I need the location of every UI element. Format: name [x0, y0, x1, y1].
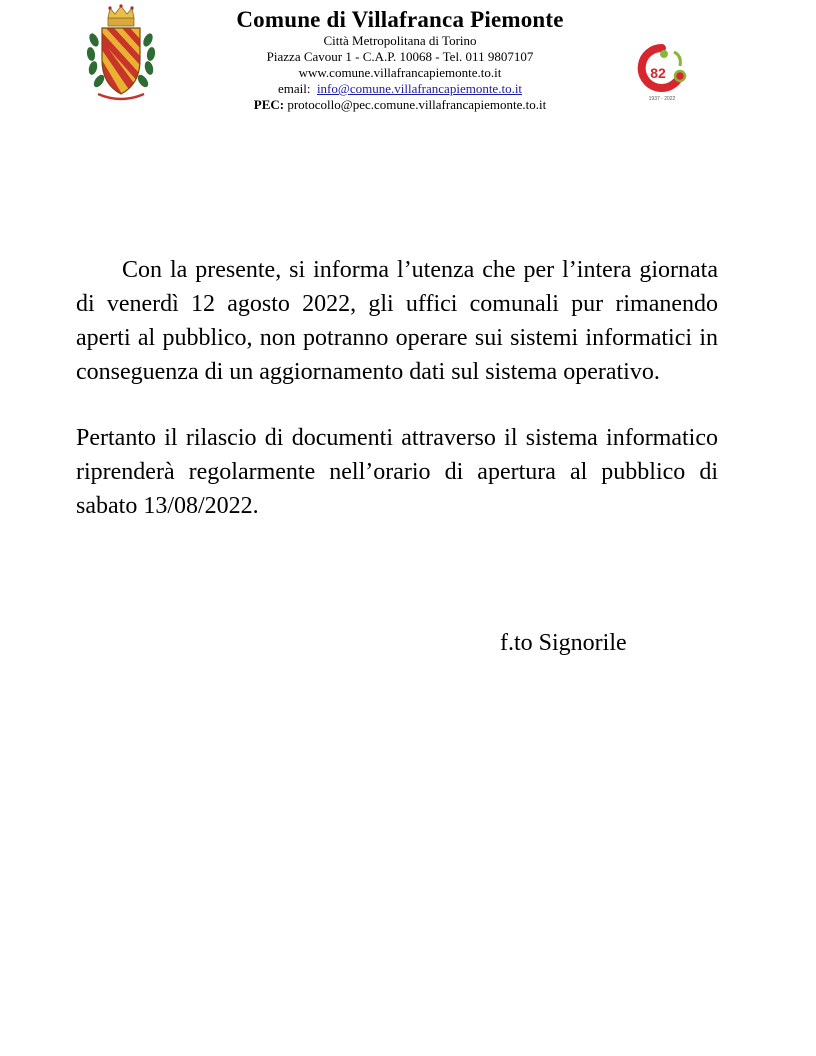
crown-icon	[108, 4, 134, 26]
metropolitan-city-line: Città Metropolitana di Torino	[323, 33, 477, 48]
letterhead-text	[180, 6, 620, 113]
pec-line	[180, 97, 620, 113]
coat-of-arms-icon	[84, 4, 158, 104]
municipality-title: Comune di Villafranca Piemonte	[236, 7, 564, 32]
pec-label: PEC:	[253, 97, 285, 112]
email-line	[180, 81, 620, 97]
signature: f.to Signorile	[500, 630, 627, 656]
letterhead	[0, 0, 816, 130]
anniversary-emblem-icon	[634, 42, 690, 104]
email-label: email:	[277, 81, 311, 96]
website-line[interactable]: www.comune.villafrancapiemonte.to.it	[298, 65, 502, 80]
notice-body	[76, 253, 718, 523]
email-link[interactable]: info@comune.villafrancapiemonte.to.it	[316, 81, 523, 96]
emblem-caption: 1937 - 2022	[648, 96, 676, 102]
emblem-number: 82	[650, 65, 666, 81]
notice-paragraph-1: Con la presente, si informa l’utenza che per l’intera giornata di venerdì 12 agosto 2022, gli uffici comunali pur rimanendo aperti al pubblico, non potranno operare sui sistemi informatici in conseguenza di un aggiornamento dati sul sistema operativo.	[76, 257, 718, 385]
address-line: Piazza Cavour 1 - C.A.P. 10068 - Tel. 011 9807107	[266, 49, 534, 64]
pec-address: protocollo@pec.comune.villafrancapiemonte.to.it	[287, 97, 547, 112]
notice-paragraph-2: Pertanto il rilascio di documenti attraverso il sistema informatico riprenderà regolarmente nell’orario di apertura al pubblico di sabato 13/08/2022.	[76, 425, 718, 519]
